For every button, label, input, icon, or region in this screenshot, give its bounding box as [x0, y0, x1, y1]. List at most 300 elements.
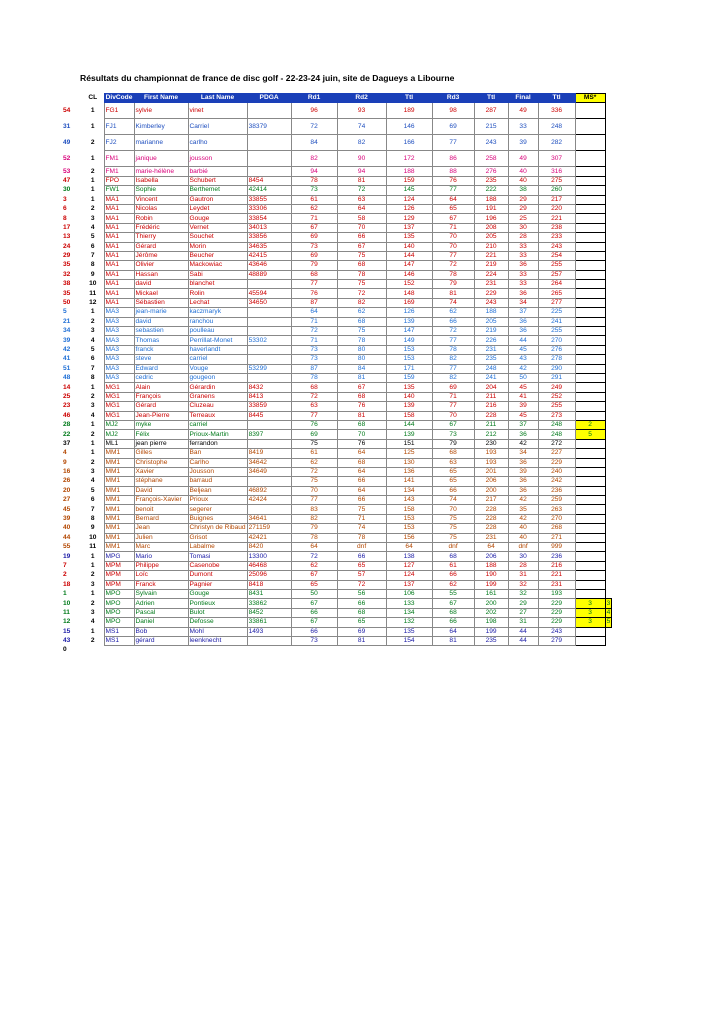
cell-rd3: 82: [432, 373, 474, 382]
cell-divcode: MA1: [104, 251, 134, 260]
cell-final: 33: [508, 280, 538, 289]
cell-ms: [575, 552, 605, 561]
cell-pdga: 42414: [247, 186, 291, 195]
cell-divcode: MM1: [104, 514, 134, 523]
cell-ttl-2: 219: [474, 261, 508, 270]
cell-rd3: 62: [432, 580, 474, 589]
cell-overall-position: 39: [63, 336, 71, 344]
cell-ttl-1: 166: [386, 135, 432, 151]
cell-overall-position: 49: [63, 138, 71, 146]
table-row: [60, 204, 612, 213]
cell-final: 32: [508, 580, 538, 589]
cell-ttl-3: 233: [538, 233, 575, 242]
table-row: [60, 298, 612, 307]
cell-ms-2: [605, 449, 612, 458]
cell-rd1: 82: [291, 514, 337, 523]
cell-first-name: Daniel: [134, 618, 188, 627]
cell-overall-position: 39: [63, 515, 71, 523]
cell-final: 32: [508, 589, 538, 598]
cell-rd3: 98: [432, 103, 474, 119]
cell-rd2: 81: [337, 176, 386, 185]
cell-ttl-1: 144: [386, 251, 432, 260]
cell-final: 38: [508, 186, 538, 195]
cell-pdga: 38379: [247, 119, 291, 135]
cell-last-name: Bulot: [188, 608, 247, 617]
cell-last-name: Morin: [188, 242, 247, 251]
cell-ttl-3: 270: [538, 514, 575, 523]
cell-pdga: [247, 327, 291, 336]
cell-ms: [575, 355, 605, 364]
cell-divcode: MM1: [104, 449, 134, 458]
cell-first-name: Adrien: [134, 599, 188, 608]
cell-ms: [575, 176, 605, 185]
cell-pdga: 33856: [247, 233, 291, 242]
cell-last-name: carriel: [188, 355, 247, 364]
cell-first-name: Gérard: [134, 402, 188, 411]
cell-ttl-2: 228: [474, 514, 508, 523]
cell-ms: [575, 496, 605, 505]
cell-ttl-3: 268: [538, 524, 575, 533]
table-row: [60, 392, 612, 401]
cell-pdga: 8413: [247, 392, 291, 401]
cell-rd1: 78: [291, 176, 337, 185]
cell-ttl-2: 219: [474, 327, 508, 336]
cell-class-rank: 2: [90, 637, 95, 645]
cell-ms-2: [605, 589, 612, 598]
table-row: [60, 571, 612, 580]
cell-ms-2: [605, 505, 612, 514]
cell-rd3: 74: [432, 298, 474, 307]
cell-ms-2: 3: [606, 599, 611, 607]
cell-ttl-3: 255: [538, 327, 575, 336]
cell-ttl-1: 158: [386, 411, 432, 420]
cell-final: 39: [508, 467, 538, 476]
table-row: [60, 233, 612, 242]
cell-class-rank: 4: [90, 223, 95, 231]
cell-rd2: 64: [337, 486, 386, 495]
cell-ttl-2: 228: [474, 524, 508, 533]
cell-overall-position: 34: [63, 327, 71, 335]
header-ttl-1: Ttl: [386, 94, 432, 103]
cell-divcode: MM1: [104, 543, 134, 552]
cell-ttl-2: 206: [474, 552, 508, 561]
cell-rd2: 76: [337, 439, 386, 448]
cell-rd3: 69: [432, 383, 474, 392]
cell-class-rank: 3: [90, 608, 95, 616]
cell-pdga: [247, 636, 291, 645]
cell-ttl-1: 106: [386, 589, 432, 598]
header-pdga: PDGA: [247, 94, 291, 103]
header-rd1: Rd1: [291, 94, 337, 103]
cell-divcode: MPO: [104, 608, 134, 617]
cell-ttl-2: 230: [474, 439, 508, 448]
cell-first-name: Alain: [134, 383, 188, 392]
cell-ms-2: [605, 383, 612, 392]
cell-first-name: steve: [134, 355, 188, 364]
cell-ttl-3: 255: [538, 261, 575, 270]
cell-last-name: Leydet: [188, 204, 247, 213]
cell-divcode: MJ2: [104, 420, 134, 429]
cell-ms-2: [605, 571, 612, 580]
cell-rd3: 66: [432, 317, 474, 326]
cell-divcode: MA1: [104, 298, 134, 307]
cell-ttl-1: 139: [386, 317, 432, 326]
cell-final: 45: [508, 411, 538, 420]
cell-final: 45: [508, 383, 538, 392]
cell-overall-position: 19: [63, 552, 71, 560]
cell-last-name: Casenobe: [188, 561, 247, 570]
cell-rd3: 78: [432, 270, 474, 279]
cell-last-name: jousson: [188, 151, 247, 167]
cell-ms: [575, 477, 605, 486]
cell-divcode: MPO: [104, 618, 134, 627]
cell-ttl-3: 275: [538, 176, 575, 185]
table-row: [60, 608, 612, 617]
cell-rd1: 78: [291, 533, 337, 542]
cell-rd1: 67: [291, 618, 337, 627]
cell-ttl-3: 263: [538, 505, 575, 514]
cell-ms-2: [605, 204, 612, 213]
cell-first-name: Olivier: [134, 261, 188, 270]
cell-overall-position: 18: [63, 580, 71, 588]
cell-ms: [575, 186, 605, 195]
cell-ttl-2: 210: [474, 242, 508, 251]
cell-class-rank: 2: [90, 571, 95, 579]
cell-pdga: 8419: [247, 449, 291, 458]
cell-rd2: 90: [337, 151, 386, 167]
cell-ms-2: [605, 223, 612, 232]
cell-ttl-2: 235: [474, 176, 508, 185]
cell-divcode: MA3: [104, 355, 134, 364]
cell-ttl-1: 172: [386, 151, 432, 167]
cell-ttl-2: 200: [474, 599, 508, 608]
cell-ttl-1: 125: [386, 449, 432, 458]
table-row: [60, 533, 612, 542]
cell-ms: [575, 298, 605, 307]
cell-ms: [575, 467, 605, 476]
cell-class-rank: 1: [90, 176, 95, 184]
cell-rd3: 77: [432, 364, 474, 373]
cell-overall-position: 28: [63, 421, 71, 429]
cell-ms: [575, 242, 605, 251]
cell-class-rank: 3: [90, 214, 95, 222]
cell-ms: [575, 280, 605, 289]
cell-ttl-1: 138: [386, 552, 432, 561]
cell-ttl-2: 190: [474, 571, 508, 580]
cell-pdga: [247, 167, 291, 176]
cell-last-name: poulleau: [188, 327, 247, 336]
cell-first-name: jean pierre: [134, 439, 188, 448]
cell-first-name: Xavier: [134, 467, 188, 476]
cell-rd3: 67: [432, 214, 474, 223]
cell-pdga: 34650: [247, 298, 291, 307]
cell-final: 39: [508, 402, 538, 411]
cell-overall-position: 55: [63, 543, 71, 551]
cell-rd3: 68: [432, 552, 474, 561]
cell-class-rank: 8: [90, 374, 95, 382]
cell-rd1: 70: [291, 486, 337, 495]
cell-pdga: [247, 373, 291, 382]
cell-ttl-1: 146: [386, 119, 432, 135]
cell-first-name: Gérard: [134, 242, 188, 251]
cell-first-name: marie-hélène: [134, 167, 188, 176]
table-row: [60, 251, 612, 260]
cell-pdga: 8420: [247, 543, 291, 552]
cell-divcode: MM1: [104, 477, 134, 486]
cell-last-name: Cluzeau: [188, 402, 247, 411]
cell-rd2: 72: [337, 580, 386, 589]
cell-rd2: dnf: [337, 543, 386, 552]
cell-ttl-2: 221: [474, 251, 508, 260]
cell-rd1: 66: [291, 627, 337, 636]
cell-first-name: marianne: [134, 135, 188, 151]
cell-class-rank: 9: [90, 270, 95, 278]
cell-last-name: Christyn de Ribaud: [189, 524, 246, 532]
table-row: [60, 327, 612, 336]
cell-ttl-3: 248: [538, 430, 575, 439]
cell-last-name: Souchet: [188, 233, 247, 242]
cell-divcode: FM1: [104, 151, 134, 167]
cell-rd2: 57: [337, 571, 386, 580]
cell-pdga: 42415: [247, 251, 291, 260]
cell-final: 44: [508, 636, 538, 645]
cell-last-name: carriel: [188, 420, 247, 429]
cell-last-name: Prioux: [188, 496, 247, 505]
cell-pdga: 53299: [247, 364, 291, 373]
cell-class-rank: 1: [90, 561, 95, 569]
cell-first-name: Hassan: [134, 270, 188, 279]
cell-rd3: 77: [432, 336, 474, 345]
cell-first-name: Robin: [134, 214, 188, 223]
cell-ms-2: [605, 561, 612, 570]
cell-ttl-3: 260: [538, 186, 575, 195]
cell-ttl-2: 235: [474, 355, 508, 364]
cell-ms-2: [605, 636, 612, 645]
cell-divcode: FM1: [104, 167, 134, 176]
results-body: [60, 103, 612, 654]
cell-ms-2: [605, 552, 612, 561]
cell-ms: [575, 317, 605, 326]
cell-rd2: 78: [337, 336, 386, 345]
cell-ttl-1: 140: [386, 392, 432, 401]
cell-ttl-1: 144: [386, 420, 432, 429]
cell-ms-2: [605, 496, 612, 505]
cell-rd3: 77: [432, 135, 474, 151]
cell-rd3: 74: [432, 496, 474, 505]
cell-ms-2: [605, 176, 612, 185]
cell-rd3: 64: [432, 195, 474, 204]
cell-overall-position: 44: [63, 533, 71, 541]
cell-rd2: 68: [337, 420, 386, 429]
cell-rd3: 79: [432, 280, 474, 289]
cell-ttl-2: 188: [474, 561, 508, 570]
cell-ttl-1: 149: [386, 336, 432, 345]
cell-rd1: 68: [291, 270, 337, 279]
cell-first-name: Philippe: [134, 561, 188, 570]
cell-ms-2: [605, 186, 612, 195]
cell-divcode: MA3: [104, 327, 134, 336]
cell-ttl-3: 252: [538, 392, 575, 401]
cell-rd3: 55: [432, 589, 474, 598]
cell-final: 30: [508, 552, 538, 561]
cell-divcode: MM1: [104, 533, 134, 542]
cell-final: 43: [508, 355, 538, 364]
cell-first-name: david: [134, 317, 188, 326]
cell-divcode: MA1: [104, 204, 134, 213]
cell-first-name: Vincent: [134, 195, 188, 204]
cell-overall-position: 7: [63, 561, 67, 569]
cell-overall-position: 23: [63, 402, 71, 410]
cell-overall-position: 16: [63, 468, 71, 476]
cell-rd2: 82: [337, 135, 386, 151]
cell-ms: [575, 571, 605, 580]
cell-last-name: Vernet: [188, 223, 247, 232]
table-row: [60, 477, 612, 486]
cell-overall-position: 2: [63, 571, 67, 579]
cell-ttl-3: 238: [538, 223, 575, 232]
cell-ttl-1: 137: [386, 580, 432, 589]
cell-overall-position: 17: [63, 223, 71, 231]
cell-ttl-2: 276: [474, 167, 508, 176]
cell-rd3: 86: [432, 151, 474, 167]
cell-final: 36: [508, 327, 538, 336]
cell-first-name: Pascal: [134, 608, 188, 617]
cell-first-name: Edward: [134, 364, 188, 373]
cell-ms-2: [605, 627, 612, 636]
header-ttl-3: Ttl: [538, 94, 575, 103]
cell-rd1: 69: [291, 233, 337, 242]
table-row: [60, 261, 612, 270]
cell-rd1: 78: [291, 373, 337, 382]
cell-last-name: vinet: [188, 103, 247, 119]
cell-ttl-1: 189: [386, 103, 432, 119]
header-first-name: First Name: [134, 94, 188, 103]
cell-first-name: myke: [134, 420, 188, 429]
cell-overall-position: 24: [63, 242, 71, 250]
cell-class-rank: 4: [90, 411, 95, 419]
cell-rd1: 64: [291, 543, 337, 552]
cell-rd1: 82: [291, 151, 337, 167]
cell-last-name: Gouge: [188, 214, 247, 223]
cell-ttl-1: 124: [386, 195, 432, 204]
cell-rd2: 82: [337, 298, 386, 307]
table-row: [60, 280, 612, 289]
cell-first-name: Mickael: [134, 289, 188, 298]
table-row: [60, 627, 612, 636]
cell-first-name: Sylvain: [134, 589, 188, 598]
cell-divcode: MPM: [104, 561, 134, 570]
cell-ms: [575, 514, 605, 523]
cell-rd1: 73: [291, 636, 337, 645]
table-row: [60, 505, 612, 514]
cell-ms: [575, 251, 605, 260]
cell-ms-2: [605, 167, 612, 176]
cell-pdga: [247, 345, 291, 354]
cell-ttl-2: 205: [474, 317, 508, 326]
cell-ms-2: [605, 298, 612, 307]
cell-ttl-2: 226: [474, 336, 508, 345]
table-row: [60, 449, 612, 458]
cell-rd1: 73: [291, 355, 337, 364]
cell-last-name: Labalme: [188, 543, 247, 552]
cell-class-rank: 2: [90, 317, 95, 325]
cell-ttl-2: 222: [474, 186, 508, 195]
cell-ttl-2: 243: [474, 298, 508, 307]
cell-ms-2: [605, 533, 612, 542]
cell-divcode: MS1: [104, 627, 134, 636]
cell-rd1: 67: [291, 223, 337, 232]
header-divcode: DivCode: [105, 94, 133, 102]
cell-final: 29: [508, 195, 538, 204]
cell-class-rank: 3: [90, 402, 95, 410]
cell-rd2: 72: [337, 186, 386, 195]
cell-rd3: 61: [432, 561, 474, 570]
cell-rd1: 72: [291, 467, 337, 476]
cell-last-name: Granens: [188, 392, 247, 401]
cell-divcode: FPO: [104, 176, 134, 185]
cell-ttl-1: 134: [386, 608, 432, 617]
cell-rd2: 62: [337, 308, 386, 317]
cell-last-name: barraud: [188, 477, 247, 486]
cell-class-rank: 1: [90, 195, 95, 203]
cell-ms: [575, 589, 605, 598]
cell-ttl-3: 248: [538, 119, 575, 135]
cell-ttl-2: 287: [474, 103, 508, 119]
table-row: [60, 186, 612, 195]
cell-ttl-1: 135: [386, 627, 432, 636]
cell-ms-2: [605, 364, 612, 373]
cell-final: 34: [508, 449, 538, 458]
cell-final: 29: [508, 599, 538, 608]
cell-final: 33: [508, 119, 538, 135]
cell-ttl-3: 999: [538, 543, 575, 552]
cell-ttl-2: 228: [474, 505, 508, 514]
cell-ttl-1: 135: [386, 233, 432, 242]
cell-rd1: 83: [291, 505, 337, 514]
cell-rd2: 68: [337, 458, 386, 467]
cell-ttl-3: 221: [538, 571, 575, 580]
cell-ttl-2: 199: [474, 580, 508, 589]
cell-final: 36: [508, 261, 538, 270]
cell-ms-2: [605, 280, 612, 289]
header-rd3: Rd3: [432, 94, 474, 103]
cell-ttl-3: 229: [538, 599, 575, 608]
table-row: [60, 195, 612, 204]
cell-overall-position: 20: [63, 486, 71, 494]
cell-rd3: 63: [432, 458, 474, 467]
table-row: [60, 151, 612, 167]
cell-ttl-2: 201: [474, 467, 508, 476]
cell-last-name: barbié: [188, 167, 247, 176]
cell-rd3: 66: [432, 486, 474, 495]
cell-ttl-1: 158: [386, 505, 432, 514]
cell-ttl-1: 143: [386, 496, 432, 505]
cell-final: 49: [508, 151, 538, 167]
cell-class-rank: 10: [89, 533, 97, 541]
cell-divcode: MPM: [104, 580, 134, 589]
cell-rd2: 70: [337, 223, 386, 232]
cell-rd2: 58: [337, 214, 386, 223]
cell-final: 42: [508, 496, 538, 505]
table-row: [60, 552, 612, 561]
cell-ms: [575, 270, 605, 279]
cell-rd2: 68: [337, 317, 386, 326]
table-row: [60, 242, 612, 251]
cell-last-name: kaczmaryk: [188, 308, 247, 317]
cell-ttl-1: 154: [386, 636, 432, 645]
cell-ms-2: [605, 195, 612, 204]
cell-class-rank: 1: [90, 308, 95, 316]
